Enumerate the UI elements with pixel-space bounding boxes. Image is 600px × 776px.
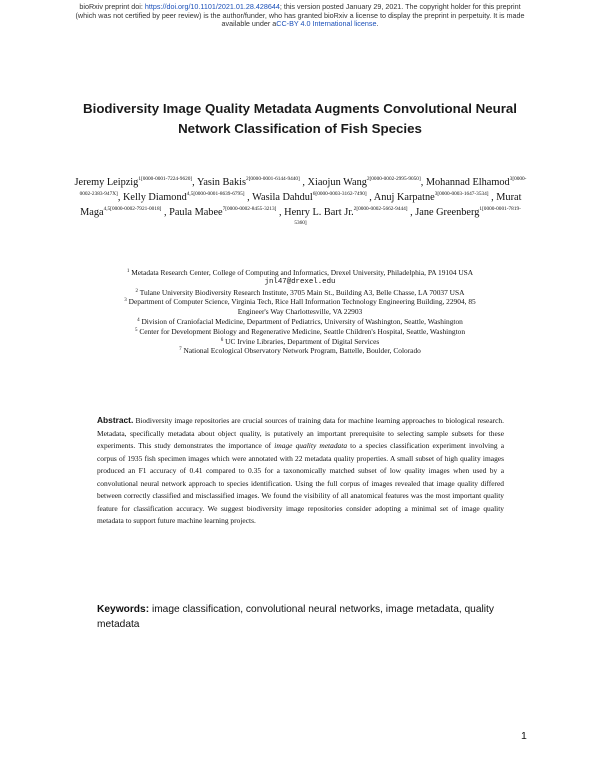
affiliation-3-cont: Engineer's Way Charlottesville, VA 22903 <box>237 307 363 317</box>
abstract-emphasis: image quality metadata <box>274 441 348 450</box>
affiliation-3: $^3$ Department of Computer Science, Virginia Tech, Rice Hall Information Technology Engineering Building, 22904, 85 <box>124 297 476 307</box>
author: Xiaojun Wang$^{2[0000-0002-2995-9050]}$, <box>307 176 426 188</box>
abstract-label: Abstract. <box>97 415 134 425</box>
affiliation-5: $^5$ Center for Development Biology and Regenerative Medicine, Seattle Children's Hospital, Seattle, Washington <box>134 326 466 336</box>
author: Paula Mabee$^{7[0000-0002-8455-3213]}$ , <box>169 205 285 218</box>
banner-line-2: (which was not certified by peer review) is the author/funder, who has granted bioRxiv a license to display the preprint in perpetuity. It is made <box>75 10 525 20</box>
keywords <box>97 603 507 632</box>
author: Mohannad Elhamod$^{3[0000-0002-2383-947X]}$, <box>79 176 527 203</box>
keywords-text: image classification, convolutional neural networks, image metadata, quality metadata <box>97 604 494 630</box>
preprint-banner <box>0 3 600 29</box>
keywords-label: Keywords: <box>97 604 150 615</box>
affiliations <box>70 268 530 356</box>
affiliation-1: $^1$ Metadata Research Center, College of Computing and Informatics, Drexel University, Philadelphia, PA 19104 USA <box>126 268 474 277</box>
affiliation-4: $^4$ Division of Craniofacial Medicine, Department of Pediatrics, University of Washington, Seattle, Washington <box>137 316 463 326</box>
author: Anuj Karpatne$^{3[0000-0003-1647-3534]}$ , <box>373 190 497 203</box>
banner-line-1: bioRxiv preprint doi: https://doi.org/10.1101/2021.01.28.428644; this version posted January 29, 2021. The copyright holder for this preprint <box>79 2 521 11</box>
banner-line-3: available under aCC-BY 4.0 International license. <box>221 19 379 29</box>
license-link[interactable]: CC-BY 4.0 International license <box>276 19 377 29</box>
title-line-1: Biodiversity Image Quality Metadata Augments Convolutional Neural <box>83 101 517 116</box>
paper-title <box>40 99 560 139</box>
author: Jane Greenberg$^{1[0000-0001-7819-5360]}$ <box>294 205 521 227</box>
contact-email[interactable]: jnl47@drexel.edu <box>264 277 336 286</box>
author: Jeremy Leipzig$^{1[0000-0001-7224-9620]}$, <box>74 176 197 188</box>
author: Yasin Bakis$^{2[0000-0001-6144-9440]}$ , <box>196 176 308 188</box>
author: Henry L. Bart Jr.$^{2[0000-0002-5662-9444]}$ , <box>284 205 416 218</box>
affiliation-6: $^6$ UC Irvine Libraries, Department of Digital Services <box>220 336 380 346</box>
author: Kelly Diamond$^{4,5[0000-0001-8639-6795]}$ , <box>122 190 253 203</box>
affiliation-7: $^7$ National Ecological Observatory Network Program, Battelle, Boulder, Colorado <box>179 346 421 356</box>
author-list <box>74 176 527 235</box>
abstract <box>97 414 504 528</box>
abstract-text-1: Biodiversity image repositories are crucial sources of training data for machine learning approaches to biological research. Metadata, specifically metadata about object quality, is putatively an important prerequisite to selecting sample subsets for these experiments. This study demonstrates the importance of <box>97 416 504 450</box>
author: Wasila Dahdul$^{6[0000-0003-3162-7490]}$ , <box>252 190 374 203</box>
affiliation-2: $^2$ Tulane University Biodiversity Research Institute, 3705 Main St., Building A3, Belle Chasse, LA 70037 USA <box>135 287 465 297</box>
doi-link[interactable]: https://doi.org/10.1101/2021.01.28.428644 <box>144 2 280 11</box>
author: Murat Maga$^{4,5[0000-0002-7921-0018]}$ , <box>80 191 522 218</box>
page-number: 1 <box>521 730 527 742</box>
abstract-text-2: to a species classification experiment involving a corpus of 1935 fish specimen images which were annotated with 22 metadata quality properties. A small subset of high quality images produced an F1 accuracy of 0.41 compared to 0.35 for a taxonomically matched subset of low quality images when used by a convolutional neural network approach to species identification. Using the full corpus of images revealed that image quality differed between correctly classified and misclassified images. We found the visibility of all anatomical features was the most important quality feature for classification accuracy. We suggest biodiversity image repositories consider adopting a minimal set of image quality metadata to support future machine learning projects. <box>97 441 504 525</box>
title-line-2: Network Classification of Fish Species <box>178 121 422 136</box>
